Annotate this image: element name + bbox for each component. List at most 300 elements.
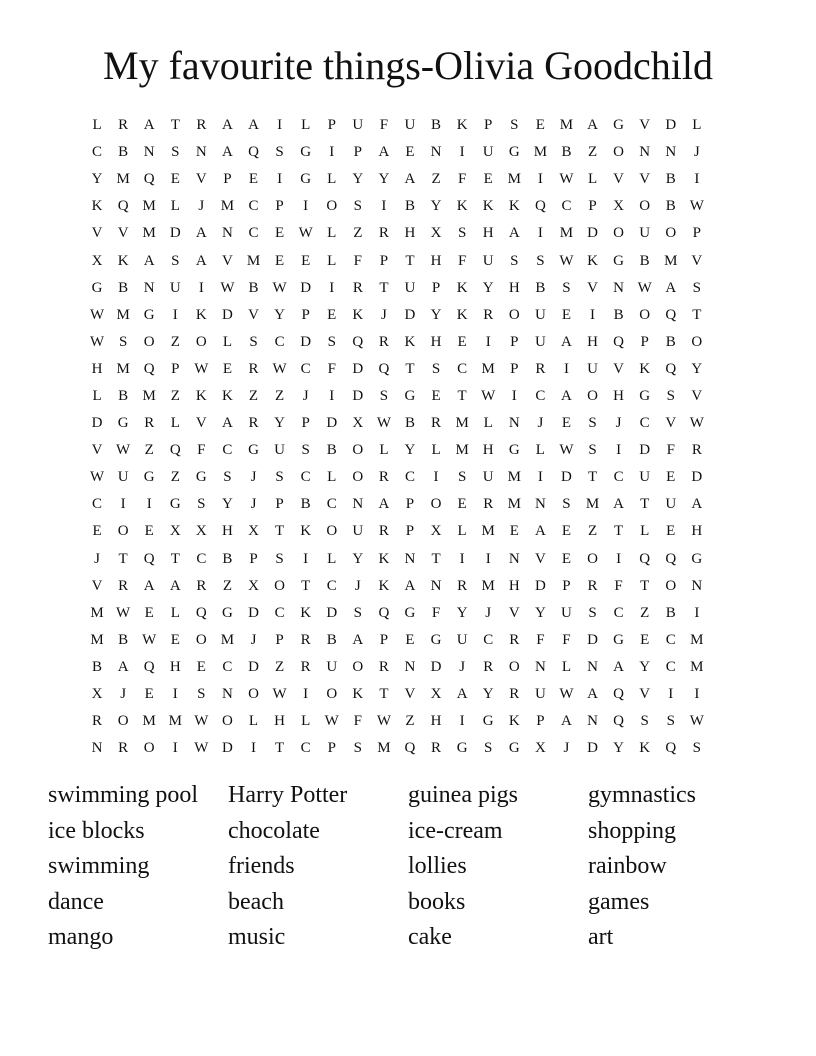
grid-letter: M xyxy=(142,713,156,730)
grid-letter: O xyxy=(665,577,677,594)
grid-letter: J xyxy=(120,686,127,703)
grid-letter: I xyxy=(329,279,335,296)
grid-letter: H xyxy=(430,713,442,730)
grid-letter: R xyxy=(509,686,520,703)
grid-letter: M xyxy=(690,631,704,648)
word-list-item: lollies xyxy=(408,853,467,880)
grid-letter: L xyxy=(92,117,102,134)
grid-letter: L xyxy=(587,171,598,188)
grid-letter: Q xyxy=(143,171,155,188)
grid-letter: O xyxy=(274,577,285,594)
grid-letter: R xyxy=(144,415,155,432)
grid-letter: T xyxy=(275,740,285,757)
grid-letter: N xyxy=(639,144,651,161)
grid-letter: K xyxy=(508,198,520,215)
grid-letter: H xyxy=(482,225,494,242)
grid-row xyxy=(84,220,736,247)
grid-letter: O xyxy=(143,333,155,350)
grid-letter: R xyxy=(378,658,389,675)
grid-letter: I xyxy=(668,686,674,703)
grid-letter: K xyxy=(482,198,494,215)
grid-letter: X xyxy=(352,415,364,432)
grid-letter: B xyxy=(431,117,442,134)
grid-letter: F xyxy=(536,631,545,648)
grid-letter: T xyxy=(405,360,415,377)
grid-letter: O xyxy=(195,631,207,648)
grid-letter: M xyxy=(142,387,156,404)
grid-letter: U xyxy=(534,306,546,323)
grid-letter: P xyxy=(327,740,336,757)
grid-letter: E xyxy=(431,387,441,404)
grid-letter: E xyxy=(144,604,154,621)
grid-letter: Z xyxy=(144,442,154,459)
grid-letter: X xyxy=(613,198,625,215)
grid-letter: D xyxy=(534,577,546,594)
grid-letter: S xyxy=(275,144,284,161)
grid-letter: M xyxy=(168,713,182,730)
grid-letter: W xyxy=(689,713,704,730)
grid-letter: Y xyxy=(456,604,468,621)
word-list-item: cake xyxy=(408,924,452,951)
grid-letter: D xyxy=(248,604,259,621)
grid-letter: M xyxy=(690,658,704,675)
grid-letter: U xyxy=(534,686,546,703)
grid-letter: T xyxy=(301,577,311,594)
word-list-item: music xyxy=(228,924,286,951)
grid-letter: Q xyxy=(143,658,155,675)
grid-letter: R xyxy=(457,577,468,594)
grid-letter: Q xyxy=(117,198,129,215)
grid-row xyxy=(84,166,736,193)
grid-letter: B xyxy=(326,631,337,648)
grid-letter: I xyxy=(120,496,126,513)
grid-letter: C xyxy=(665,658,676,675)
grid-row xyxy=(84,302,736,329)
grid-letter: G xyxy=(404,387,416,404)
grid-letter: F xyxy=(379,117,389,134)
grid-letter: S xyxy=(510,252,519,269)
grid-letter: F xyxy=(562,631,571,648)
grid-letter: S xyxy=(562,279,571,296)
grid-letter: M xyxy=(116,306,130,323)
grid-letter: E xyxy=(327,306,337,323)
grid-letter: A xyxy=(248,117,259,134)
word-list-item: books xyxy=(408,888,466,915)
page-title: My favourite things-Olivia Goodchild xyxy=(103,43,713,88)
grid-letter: R xyxy=(378,225,389,242)
grid-letter: M xyxy=(585,496,600,513)
grid-letter: B xyxy=(300,496,311,513)
grid-letter: L xyxy=(222,333,233,350)
grid-letter: C xyxy=(535,387,546,404)
grid-letter: D xyxy=(404,306,416,323)
grid-letter: M xyxy=(481,577,495,594)
grid-letter: M xyxy=(90,604,104,621)
grid-letter: C xyxy=(665,631,676,648)
grid-letter: S xyxy=(666,713,675,730)
grid-letter: E xyxy=(561,415,572,432)
grid-letter: T xyxy=(170,117,180,134)
grid-letter: O xyxy=(326,686,338,703)
grid-letter: N xyxy=(665,144,677,161)
grid-letter: Q xyxy=(248,144,259,161)
grid-letter: T xyxy=(692,306,702,323)
grid-letter: E xyxy=(144,686,154,703)
grid-letter: T xyxy=(457,387,467,404)
grid-letter: J xyxy=(94,550,100,567)
grid-letter: P xyxy=(275,631,284,648)
grid-letter: Q xyxy=(665,360,677,377)
grid-letter: J xyxy=(302,387,309,404)
grid-letter: A xyxy=(117,658,129,675)
grid-letter: V xyxy=(691,387,703,404)
grid-letter: R xyxy=(509,631,520,648)
grid-letter: Q xyxy=(613,686,625,703)
grid-letter: U xyxy=(482,469,494,486)
grid-letter: I xyxy=(694,686,700,703)
grid-letter: L xyxy=(248,713,259,730)
grid-row xyxy=(84,464,736,491)
grid-letter: D xyxy=(300,279,312,296)
grid-letter: I xyxy=(329,144,335,161)
word-list-item: swimming xyxy=(48,853,150,880)
grid-letter: C xyxy=(92,496,103,513)
grid-letter: P xyxy=(249,550,258,567)
grid-letter: J xyxy=(459,658,466,675)
word-list-item: art xyxy=(588,924,614,951)
grid-letter: L xyxy=(327,252,337,269)
grid-letter: T xyxy=(587,469,598,486)
grid-letter: N xyxy=(587,713,598,730)
grid-row xyxy=(84,491,736,518)
grid-letter: V xyxy=(613,171,625,188)
grid-letter: B xyxy=(118,279,129,296)
grid-letter: Z xyxy=(405,713,415,730)
grid-letter: A xyxy=(613,658,625,675)
grid-letter: P xyxy=(588,198,597,215)
grid-letter: O xyxy=(613,225,625,242)
grid-letter: W xyxy=(298,225,313,242)
grid-letter: S xyxy=(197,496,206,513)
grid-letter: R xyxy=(483,658,494,675)
grid-letter: V xyxy=(195,171,207,188)
grid-letter: M xyxy=(559,225,574,242)
grid-letter: W xyxy=(272,686,287,703)
grid-letter: I xyxy=(303,550,309,567)
grid-letter: G xyxy=(404,604,416,621)
grid-row xyxy=(84,600,736,627)
grid-letter: S xyxy=(171,144,180,161)
grid-letter: E xyxy=(248,171,259,188)
grid-letter: J xyxy=(250,469,257,486)
grid-letter: H xyxy=(482,442,494,459)
grid-letter: J xyxy=(250,496,257,513)
grid-letter: K xyxy=(195,387,207,404)
grid-letter: R xyxy=(300,631,311,648)
grid-letter: D xyxy=(326,604,338,621)
grid-letter: O xyxy=(639,306,651,323)
word-list-item: games xyxy=(588,888,650,915)
grid-letter: I xyxy=(277,171,283,188)
grid-letter: Z xyxy=(587,523,598,540)
grid-letter: Q xyxy=(665,306,677,323)
grid-row xyxy=(84,708,736,735)
grid-letter: A xyxy=(169,577,181,594)
grid-letter: C xyxy=(404,469,415,486)
grid-letter: Z xyxy=(431,171,441,188)
grid-letter: J xyxy=(615,415,622,432)
grid-letter: K xyxy=(639,360,651,377)
grid-letter: O xyxy=(691,333,703,350)
grid-letter: E xyxy=(275,252,285,269)
grid-letter: S xyxy=(275,469,284,486)
grid-letter: P xyxy=(275,496,284,513)
grid-letter: D xyxy=(561,469,572,486)
grid-letter: O xyxy=(587,550,598,567)
grid-letter: S xyxy=(536,252,545,269)
grid-letter: Y xyxy=(352,550,364,567)
grid-letter: S xyxy=(457,469,467,486)
grid-letter: E xyxy=(666,469,676,486)
grid-letter: K xyxy=(352,686,364,703)
grid-row xyxy=(84,654,736,681)
grid-letter: L xyxy=(561,658,572,675)
grid-letter: D xyxy=(587,225,598,242)
grid-letter: H xyxy=(404,225,416,242)
grid-letter: I xyxy=(459,144,465,161)
grid-letter: I xyxy=(198,279,204,296)
grid-letter: U xyxy=(587,360,598,377)
grid-letter: M xyxy=(142,225,156,242)
grid-letter: F xyxy=(197,442,206,459)
grid-letter: K xyxy=(456,198,468,215)
grid-letter: A xyxy=(561,713,572,730)
grid-letter: A xyxy=(195,225,207,242)
grid-letter: S xyxy=(588,415,597,432)
grid-letter: D xyxy=(430,658,442,675)
grid-letter: R xyxy=(483,496,494,513)
grid-letter: I xyxy=(172,740,178,757)
grid-letter: A xyxy=(665,279,677,296)
grid-letter: Z xyxy=(248,387,259,404)
grid-letter: N xyxy=(691,577,703,594)
grid-letter: Q xyxy=(665,550,677,567)
grid-letter: E xyxy=(561,550,572,567)
grid-letter: P xyxy=(510,333,519,350)
grid-letter: E xyxy=(222,360,233,377)
grid-letter: E xyxy=(196,658,206,675)
grid-letter: M xyxy=(455,442,469,459)
word-list-item: rainbow xyxy=(588,853,667,880)
grid-letter: C xyxy=(326,496,337,513)
grid-letter: S xyxy=(588,442,597,459)
grid-letter: D xyxy=(326,415,338,432)
grid-letter: Z xyxy=(353,225,363,242)
grid-letter: H xyxy=(508,279,520,296)
grid-letter: G xyxy=(613,631,625,648)
grid-letter: P xyxy=(640,333,649,350)
grid-letter: S xyxy=(588,604,597,621)
grid-letter: L xyxy=(535,442,545,459)
grid-letter: C xyxy=(274,333,285,350)
grid-row xyxy=(84,139,736,166)
grid-letter: M xyxy=(507,469,521,486)
grid-letter: O xyxy=(326,198,338,215)
grid-letter: K xyxy=(222,387,233,404)
grid-letter: W xyxy=(559,442,574,459)
grid-letter: Q xyxy=(404,740,416,757)
grid-row xyxy=(84,410,736,437)
grid-letter: I xyxy=(172,686,178,703)
grid-letter: K xyxy=(300,604,312,621)
grid-letter: V xyxy=(639,686,651,703)
grid-letter: A xyxy=(561,387,572,404)
grid-letter: B xyxy=(92,658,103,675)
grid-row xyxy=(84,247,736,274)
grid-letter: Q xyxy=(352,333,364,350)
grid-letter: N xyxy=(352,496,364,513)
grid-letter: W xyxy=(481,387,496,404)
grid-letter: W xyxy=(272,360,287,377)
grid-letter: E xyxy=(561,523,572,540)
grid-letter: A xyxy=(456,686,468,703)
grid-letter: W xyxy=(376,713,391,730)
grid-letter: L xyxy=(170,415,180,432)
grid-letter: F xyxy=(457,171,467,188)
grid-letter: P xyxy=(484,117,493,134)
grid-letter: B xyxy=(535,279,546,296)
grid-letter: G xyxy=(222,604,233,621)
grid-letter: W xyxy=(89,333,105,350)
grid-letter: M xyxy=(116,360,130,377)
grid-letter: E xyxy=(457,496,467,513)
grid-letter: G xyxy=(691,550,703,567)
grid-letter: C xyxy=(222,442,233,459)
grid-letter: F xyxy=(327,360,336,377)
grid-letter: W xyxy=(89,306,105,323)
grid-letter: C xyxy=(274,604,285,621)
grid-letter: P xyxy=(223,171,232,188)
grid-letter: H xyxy=(613,387,625,404)
grid-letter: J xyxy=(563,740,570,757)
grid-letter: E xyxy=(405,144,415,161)
grid-letter: S xyxy=(353,604,362,621)
grid-letter: Y xyxy=(482,279,494,296)
grid-letter: S xyxy=(692,740,701,757)
grid-letter: T xyxy=(379,686,389,703)
grid-letter: B xyxy=(404,198,415,215)
word-list-item: guinea pigs xyxy=(408,782,518,808)
grid-letter: E xyxy=(275,225,285,242)
grid-letter: X xyxy=(248,577,259,594)
grid-letter: T xyxy=(275,523,285,540)
grid-letter: Z xyxy=(222,577,233,594)
grid-letter: D xyxy=(352,387,364,404)
grid-letter: L xyxy=(170,198,180,215)
grid-letter: K xyxy=(91,198,103,215)
grid-letter: V xyxy=(587,279,598,296)
grid-letter: L xyxy=(301,713,311,730)
grid-letter: B xyxy=(665,333,676,350)
grid-letter: O xyxy=(222,713,233,730)
grid-letter: H xyxy=(222,523,233,540)
grid-letter: F xyxy=(353,252,362,269)
grid-letter: Y xyxy=(482,686,494,703)
grid-letter: I xyxy=(433,469,439,486)
grid-letter: V xyxy=(91,577,103,594)
grid-letter: G xyxy=(639,387,651,404)
grid-letter: U xyxy=(482,144,494,161)
grid-letter: G xyxy=(195,469,207,486)
grid-letter: L xyxy=(301,117,311,134)
grid-letter: Z xyxy=(587,144,598,161)
grid-letter: R xyxy=(431,740,442,757)
grid-letter: A xyxy=(561,333,572,350)
grid-letter: V xyxy=(534,550,546,567)
grid-letter: A xyxy=(195,252,207,269)
grid-letter: N xyxy=(143,279,155,296)
grid-letter: L xyxy=(640,523,650,540)
grid-letter: T xyxy=(379,279,389,296)
grid-letter: T xyxy=(614,523,624,540)
word-list xyxy=(48,778,768,956)
grid-letter: S xyxy=(223,469,232,486)
grid-letter: W xyxy=(637,279,652,296)
grid-letter: R xyxy=(535,360,546,377)
grid-letter: I xyxy=(537,171,543,188)
grid-letter: F xyxy=(431,604,441,621)
grid-letter: B xyxy=(118,144,129,161)
grid-letter: L xyxy=(692,117,702,134)
grid-letter: A xyxy=(587,686,598,703)
grid-letter: H xyxy=(587,333,598,350)
grid-letter: K xyxy=(587,252,598,269)
grid-letter: E xyxy=(535,117,545,134)
grid-letter: U xyxy=(482,252,494,269)
grid-letter: B xyxy=(665,198,676,215)
grid-letter: D xyxy=(639,442,651,459)
grid-letter: V xyxy=(117,225,129,242)
grid-letter: G xyxy=(169,496,181,513)
grid-letter: Y xyxy=(352,171,364,188)
grid-letter: P xyxy=(405,496,415,513)
grid-letter: N xyxy=(404,658,416,675)
grid-letter: R xyxy=(691,442,702,459)
grid-row xyxy=(84,546,736,573)
grid-letter: Y xyxy=(639,658,651,675)
grid-letter: K xyxy=(378,577,390,594)
grid-letter: I xyxy=(590,306,596,323)
grid-letter: P xyxy=(405,523,415,540)
grid-letter: G xyxy=(613,252,625,269)
grid-letter: G xyxy=(482,713,494,730)
grid-letter: A xyxy=(222,144,233,161)
grid-letter: K xyxy=(300,523,312,540)
grid-letter: D xyxy=(91,415,103,432)
grid-letter: M xyxy=(664,252,678,269)
grid-letter: A xyxy=(404,577,416,594)
grid-letter: M xyxy=(220,631,235,648)
grid-letter: W xyxy=(559,252,574,269)
grid-letter: Q xyxy=(613,333,625,350)
grid-letter: H xyxy=(430,333,442,350)
grid-letter: G xyxy=(508,442,520,459)
grid-letter: S xyxy=(353,198,362,215)
grid-letter: J xyxy=(693,144,700,161)
grid-letter: G xyxy=(300,171,312,188)
grid-letter: U xyxy=(404,117,416,134)
grid-letter: L xyxy=(379,442,389,459)
